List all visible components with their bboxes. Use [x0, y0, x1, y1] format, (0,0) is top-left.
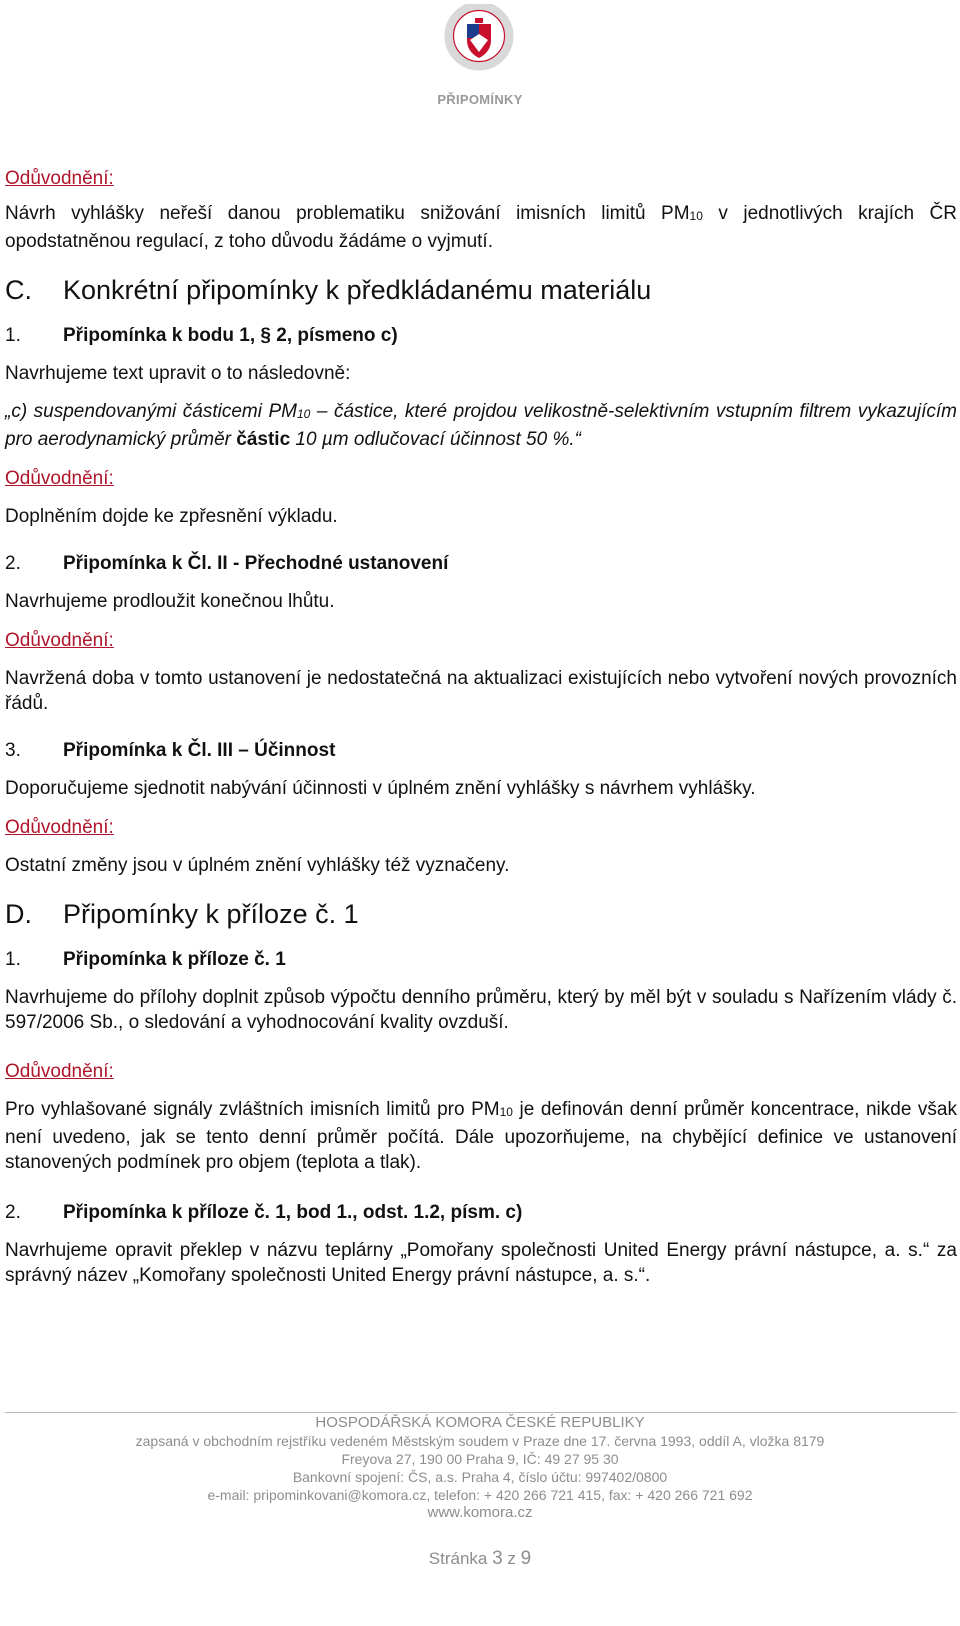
item-1-heading: 1. Připomínka k bodu 1, § 2, písmeno c): [5, 325, 398, 346]
intro-paragraph: Návrh vyhlášky neřeší danou problematiku snižování imisních limitů $PM_{10}$ v jednotlivých krajích ČR opodstatněnou regulací, z toho důvodu žádáme o vyjmutí.: [5, 203, 957, 252]
item-2-text: Navrhujeme prodloužit konečnou lhůtu.: [5, 591, 335, 612]
annex-item-2-heading: 2. Připomínka k příloze č. 1, bod 1., odst. 1.2, písm. c): [5, 1202, 523, 1223]
footer-registry: zapsaná v obchodním rejstříku vedeném Městským soudem v Praze dne 17. června 1993, oddíl A, vložka 8179: [135, 1433, 825, 1449]
page-number: Stránka 3 z 9: [428, 1548, 532, 1569]
justification-heading: Odůvodnění:: [5, 168, 114, 189]
footer-org-name: HOSPODÁŘSKÁ KOMORA ČESKÉ REPUBLIKY: [315, 1414, 645, 1431]
justification-heading: Odůvodnění:: [5, 817, 114, 838]
footer-website-link[interactable]: www.komora.cz: [427, 1504, 533, 1521]
item-2-reason: Navržená doba v tomto ustanovení je nedostatečná na aktualizaci existujících nebo vytvoření nových provozních řádů.: [5, 668, 957, 714]
annex-item-1-reason: Pro vyhlašované signály zvláštních imisních limitů pro $PM_{10}$ je definován denní průměr koncentrace, nikde však není uvedeno, jak se tento denní průměr počítá. Dále upozorňujeme, na chybějící definice ve ustanovení stanovených podmínek pro objem (teplota a tlak).: [5, 1099, 957, 1173]
justification-heading: Odůvodnění:: [5, 630, 114, 651]
footer-bank: Bankovní spojení: ČS, a.s. Praha 4, číslo účtu: 997402/0800: [292, 1469, 668, 1485]
justification-heading: Odůvodnění:: [5, 1061, 114, 1082]
item-1-quote: „c) suspendovanými částicemi $PM_{10}$ – částice, které projdou velikostně-selektivním vstupním filtrem vykazujícím pro aerodynamický průměr částic 10 µm odlučovací účinnost 50 %.“: [5, 401, 957, 450]
footer-divider: [5, 1412, 957, 1413]
justification-heading: Odůvodnění:: [5, 468, 114, 489]
footer-contact: e-mail: pripominkovani@komora.cz, telefon: + 420 266 721 415, fax: + 420 266 721 692: [207, 1487, 753, 1503]
item-1-reason: Doplněním dojde ke zpřesnění výkladu.: [5, 506, 338, 527]
annex-item-2-text: Navrhujeme opravit překlep v názvu teplárny „Pomořany společnosti United Energy právní nástupce, a. s.“ za správný název „Komořany společnosti United Energy právní nástupce, a. s.“.: [5, 1240, 957, 1286]
annex-item-1-text: Navrhujeme do přílohy doplnit způsob výpočtu denního průměru, který by měl být v souladu s Nařízením vlády č. 597/2006 Sb., o sledování a vyhodnocování kvality ovzduší.: [5, 987, 957, 1033]
header-label: PŘIPOMÍNKY: [437, 92, 523, 107]
item-3-reason: Ostatní změny jsou v úplném znění vyhlášky též vyznačeny.: [5, 855, 510, 876]
section-c-heading: C. Konkrétní připomínky k předkládanému materiálu: [5, 275, 652, 305]
page-header: [0, 0, 960, 120]
page-footer: [0, 1414, 960, 1522]
annex-item-1-heading: 1. Připomínka k příloze č. 1: [5, 949, 286, 970]
chamber-logo: [437, 4, 521, 76]
document-body: [5, 166, 957, 1288]
item-1-text: Navrhujeme text upravit o to následovně:: [5, 363, 351, 384]
item-2-heading: 2. Připomínka k Čl. II - Přechodné ustanovení: [5, 553, 449, 574]
item-3-text: Doporučujeme sjednotit nabývání účinnosti v úplném znění vyhlášky s návrhem vyhlášky.: [5, 778, 756, 799]
footer-address: Freyova 27, 190 00 Praha 9, IČ: 49 27 95 30: [341, 1451, 619, 1467]
item-3-heading: 3. Připomínka k Čl. III – Účinnost: [5, 740, 336, 761]
section-d-heading: D. Připomínky k příloze č. 1: [5, 899, 359, 929]
